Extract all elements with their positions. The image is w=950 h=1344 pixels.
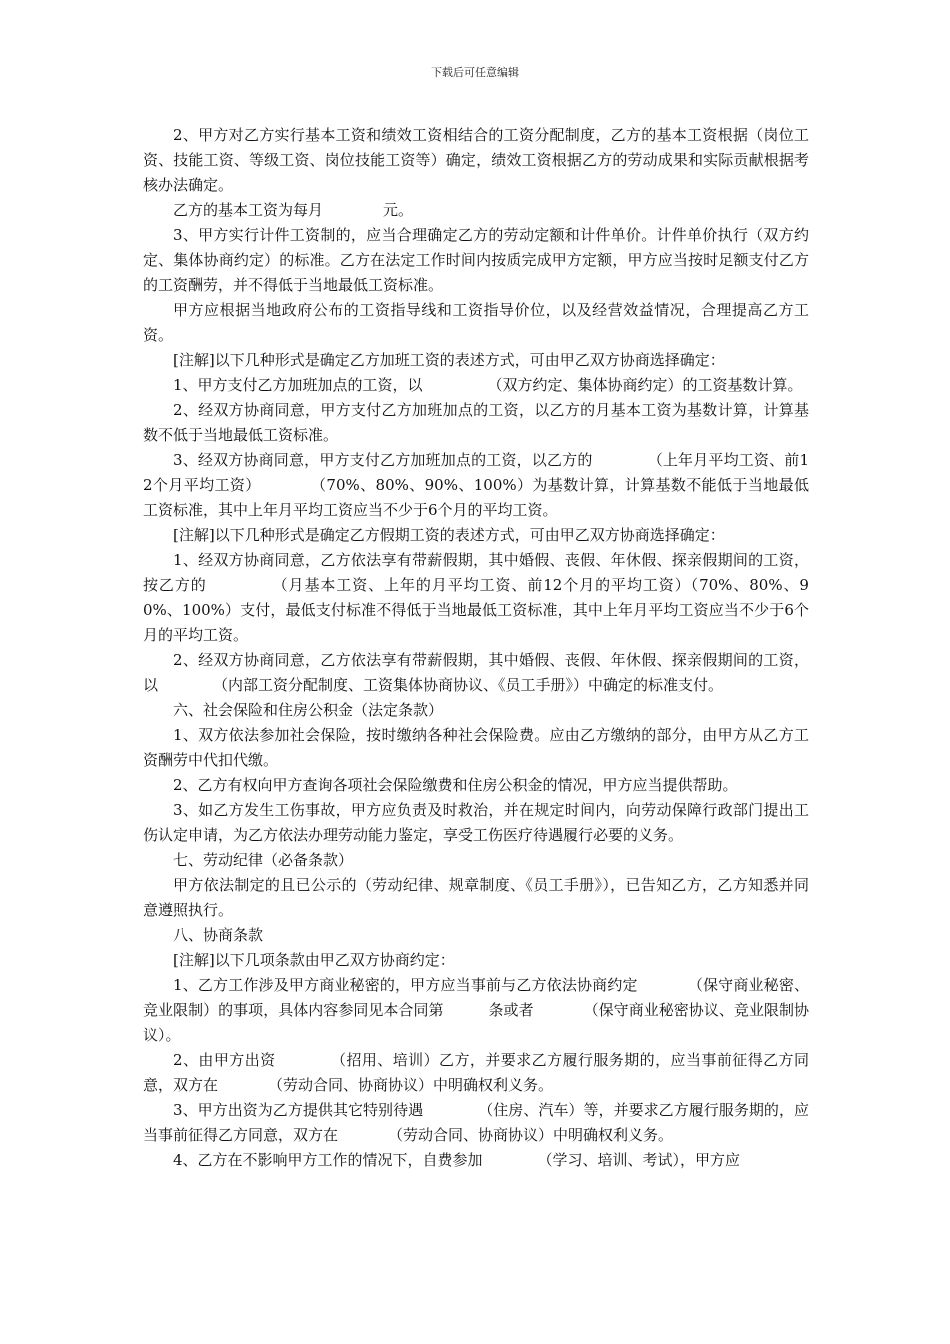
paragraph: 2、经双方协商同意，甲方支付乙方加班加点的工资，以乙方的月基本工资为基数计算，计算基数不低于当地最低工资标准。 <box>143 401 809 444</box>
document-body <box>143 123 809 1173</box>
paragraph: 甲方依法制定的且已公示的（劳动纪律、规章制度、《员工手册》），已告知乙方，乙方知悉并同意遵照执行。 <box>143 876 809 919</box>
section-heading: 七、劳动纪律（必备条款） <box>173 851 354 869</box>
page-header: 下载后可任意编辑 <box>431 66 519 79</box>
paragraph: 3、经双方协商同意，甲方支付乙方加班加点的工资，以乙方的 （上年月平均工资、前12个月平均工资） （70%、80%、90%、100%）为基数计算，计算基数不能低于当地最低工资标准，其中上年月平均工资应当不少于6个月的平均工资。 <box>143 451 810 519</box>
section-heading: 八、协商条款 <box>173 926 264 944</box>
paragraph: 2、乙方有权向甲方查询各项社会保险缴费和住房公积金的情况，甲方应当提供帮助。 <box>173 776 738 794</box>
paragraph: 1、乙方工作涉及甲方商业秘密的，甲方应当事前与乙方依法协商约定 （保守商业秘密、竞业限制）的事项，具体内容参同见本合同第 条或者 （保守商业秘密协议、竞业限制协议）。 <box>143 976 809 1044</box>
section-heading: 六、社会保险和住房公积金（法定条款） <box>173 701 444 719</box>
paragraph: 2、经双方协商同意，乙方依法享有带薪假期，其中婚假、丧假、年休假、探亲假期间的工资，以 （内部工资分配制度、工资集体协商协议、《员工手册》）中确定的标准支付。 <box>143 651 809 694</box>
paragraph: 3、如乙方发生工伤事故，甲方应负责及时救治，并在规定时间内，向劳动保障行政部门提出工伤认定申请，为乙方依法办理劳动能力鉴定，享受工伤医疗待遇履行必要的义务。 <box>143 801 809 844</box>
annotation-note: [注解]以下几种形式是确定乙方加班工资的表述方式，可由甲乙双方协商选择确定： <box>173 351 725 369</box>
annotation-note: [注解]以下几种形式是确定乙方假期工资的表述方式，可由甲乙双方协商选择确定： <box>173 526 725 544</box>
annotation-note: [注解]以下几项条款由甲乙双方协商约定： <box>173 951 455 969</box>
paragraph: 1、甲方支付乙方加班加点的工资，以 （双方约定、集体协商约定）的工资基数计算。 <box>173 376 803 394</box>
paragraph: 4、乙方在不影响甲方工作的情况下，自费参加 （学习、培训、考试），甲方应 <box>173 1151 741 1169</box>
paragraph: 1、双方依法参加社会保险，按时缴纳各种社会保险费。应由乙方缴纳的部分，由甲方从乙方工资酬劳中代扣代缴。 <box>143 726 809 769</box>
paragraph: 1、经双方协商同意，乙方依法享有带薪假期，其中婚假、丧假、年休假、探亲假期间的工资，按乙方的 （月基本工资、上年的月平均工资、前12个月的平均工资）（70%、80%、90%、100%）支付，最低支付标准不得低于当地最低工资标准，其中上年月平均工资应当不少于6个月的平均工资。 <box>143 551 809 644</box>
paragraph: 2、甲方对乙方实行基本工资和绩效工资相结合的工资分配制度，乙方的基本工资根据（岗位工资、技能工资、等级工资、岗位技能工资等）确定，绩效工资根据乙方的劳动成果和实际贡献根据考核办法确定。 <box>143 126 809 194</box>
paragraph: 3、甲方实行计件工资制的，应当合理确定乙方的劳动定额和计件单价。计件单价执行（双方约定、集体协商约定）的标准。乙方在法定工作时间内按质完成甲方定额，甲方应当按时足额支付乙方的工资酬劳，并不得低于当地最低工资标准。 <box>143 226 809 294</box>
paragraph: 乙方的基本工资为每月 元。 <box>173 201 414 219</box>
paragraph: 2、由甲方出资 （招用、培训）乙方，并要求乙方履行服务期的，应当事前征得乙方同意，双方在 （劳动合同、协商协议）中明确权利义务。 <box>143 1051 809 1094</box>
paragraph: 甲方应根据当地政府公布的工资指导线和工资指导价位，以及经营效益情况，合理提高乙方工资。 <box>143 301 809 344</box>
paragraph: 3、甲方出资为乙方提供其它特别待遇 （住房、汽车）等，并要求乙方履行服务期的，应当事前征得乙方同意，双方在 （劳动合同、协商协议）中明确权利义务。 <box>143 1101 809 1144</box>
